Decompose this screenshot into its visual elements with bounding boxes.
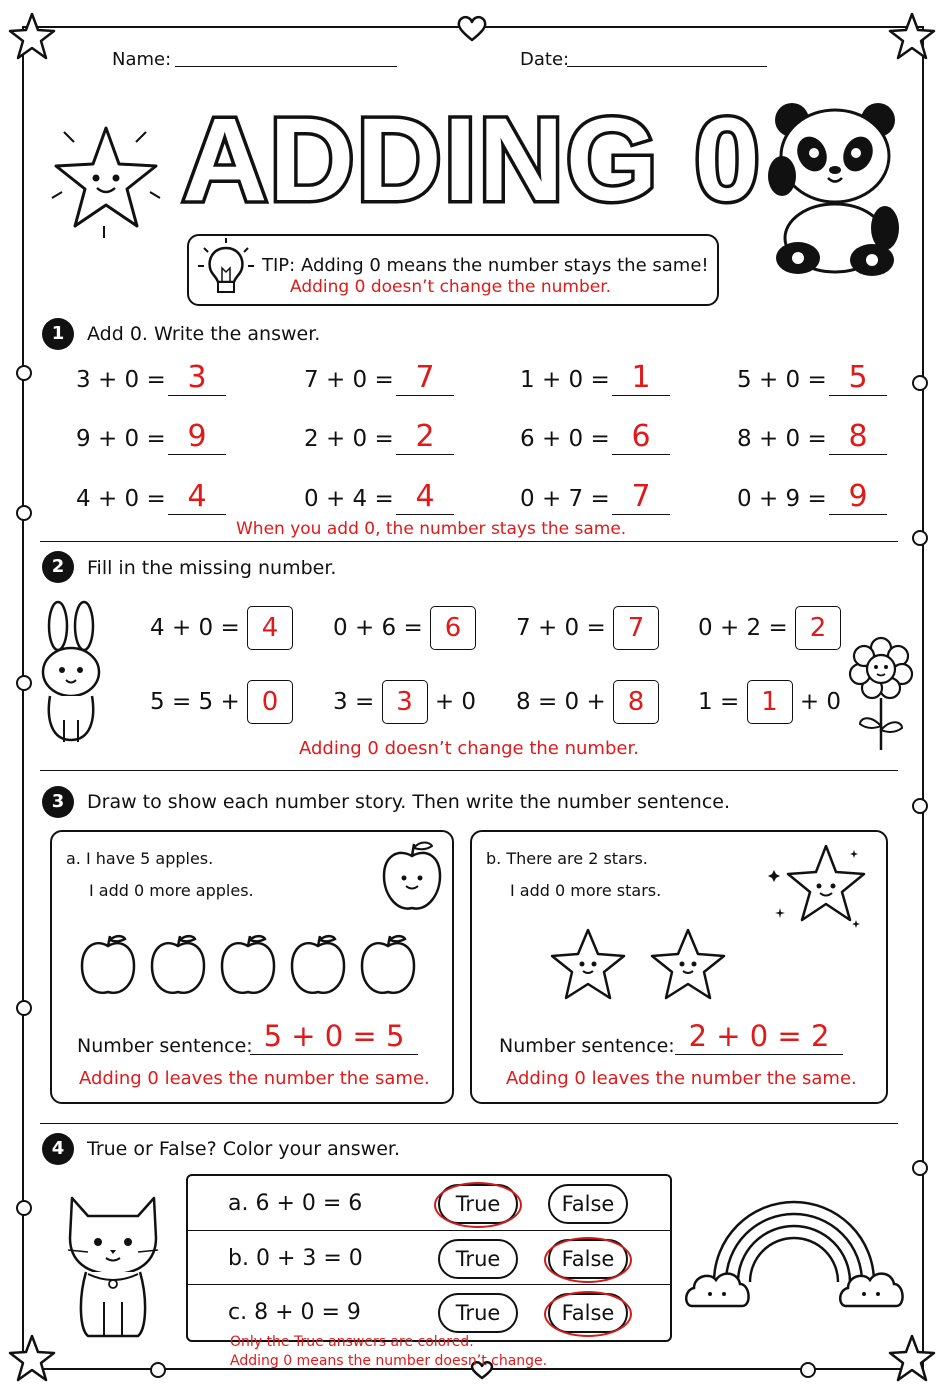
- equation-text: 2 + 0 =: [304, 426, 394, 452]
- equation-text: 8 + 0 =: [737, 426, 827, 452]
- name-label: Name:: [112, 49, 172, 70]
- border-knot-icon: [16, 1000, 32, 1016]
- rainbow-icon: [684, 1186, 904, 1316]
- section2-title: Fill in the missing number.: [87, 557, 337, 579]
- section-number-badge: 2: [42, 551, 74, 583]
- missing-number-equation: [698, 680, 841, 724]
- answer-blank[interactable]: 4: [396, 480, 454, 515]
- answer-box[interactable]: 8: [613, 680, 659, 724]
- answer-box[interactable]: 4: [247, 606, 293, 650]
- border-knot-icon: [912, 375, 928, 391]
- equation-text: 6 + 0 =: [520, 426, 610, 452]
- equation-text: 0 + 4 =: [304, 486, 394, 512]
- border-knot-icon: [800, 1362, 816, 1378]
- story-b-sentence-label: Number sentence:: [499, 1035, 675, 1057]
- story-a-line1: a. I have 5 apples.: [66, 849, 214, 868]
- equation-text: 7 + 0 =: [516, 615, 606, 641]
- section1-note: When you add 0, the number stays the same.: [236, 519, 627, 539]
- section3-title: Draw to show each number story. Then write the number sentence.: [87, 791, 731, 813]
- story-a-line2: I add 0 more apples.: [89, 881, 254, 900]
- border-knot-icon: [150, 1362, 166, 1378]
- answer-blank[interactable]: 7: [396, 361, 454, 396]
- story-b-note: Adding 0 leaves the number the same.: [506, 1068, 857, 1089]
- story-b-answer[interactable]: 2 + 0 = 2: [675, 1018, 843, 1055]
- missing-number-equation: [333, 606, 476, 650]
- border-knot-icon: [912, 530, 928, 546]
- answer-box[interactable]: 7: [613, 606, 659, 650]
- missing-number-equation: [150, 680, 293, 724]
- tip-main-text: TIP: Adding 0 means the number stays the same!: [262, 255, 709, 276]
- panda-icon: [760, 98, 910, 278]
- apple-icon: [152, 936, 204, 993]
- border-knot-icon: [912, 1160, 928, 1176]
- table-divider: [188, 1230, 670, 1231]
- date-label: Date:: [520, 49, 570, 70]
- answer-circle-mark: [544, 1237, 632, 1283]
- true-option-button[interactable]: True: [438, 1239, 518, 1279]
- section4-note1: Only the True answers are colored.: [230, 1334, 474, 1350]
- border-knot-icon: [912, 798, 928, 814]
- false-option-button[interactable]: False: [548, 1293, 628, 1333]
- missing-number-equation: [333, 680, 476, 724]
- star-icon: [652, 930, 724, 998]
- border-knot-icon: [16, 1200, 32, 1216]
- answer-box[interactable]: 6: [430, 606, 476, 650]
- name-line[interactable]: [175, 66, 397, 67]
- answer-blank[interactable]: 3: [168, 361, 226, 396]
- equation-text: + 0: [799, 689, 842, 715]
- answer-blank[interactable]: 6: [612, 420, 670, 455]
- answer-box[interactable]: 1: [747, 680, 793, 724]
- page-title: [172, 94, 772, 226]
- answer-box[interactable]: 2: [795, 606, 841, 650]
- equation-text: 3 + 0 =: [76, 367, 166, 393]
- answer-box[interactable]: 3: [382, 680, 428, 724]
- section-number-badge: 4: [42, 1133, 74, 1165]
- section4-title: True or False? Color your answer.: [87, 1138, 401, 1160]
- answer-blank[interactable]: 8: [829, 420, 887, 455]
- answer-blank[interactable]: 9: [829, 480, 887, 515]
- corner-star-icon: [890, 14, 934, 58]
- section2-note: Adding 0 doesn’t change the number.: [299, 738, 639, 759]
- section1-title: Add 0. Write the answer.: [87, 323, 321, 345]
- star-icon: [552, 930, 624, 998]
- equation-text: 7 + 0 =: [304, 367, 394, 393]
- equation-text: 5 + 0 =: [737, 367, 827, 393]
- equation-text: 4 + 0 =: [150, 615, 240, 641]
- cat-icon: [58, 1190, 168, 1340]
- section4-note2: Adding 0 means the number doesn’t change.: [230, 1353, 548, 1369]
- answer-blank[interactable]: 4: [168, 480, 226, 515]
- corner-star-icon: [890, 1336, 934, 1380]
- answer-box[interactable]: 0: [247, 680, 293, 724]
- lightbulb-icon: [196, 238, 256, 298]
- equation-text: 1 =: [698, 689, 740, 715]
- section-number-badge: 1: [42, 318, 74, 350]
- section-divider: [40, 541, 898, 542]
- apple-face-icon: [380, 840, 444, 916]
- bunny-icon: [32, 600, 112, 750]
- equation-text: 0 + 2 =: [698, 615, 788, 641]
- apple-icon: [222, 936, 274, 993]
- missing-number-equation: [516, 606, 659, 650]
- equation-text: 3 =: [333, 689, 375, 715]
- equation-text: 0 + 9 =: [737, 486, 827, 512]
- story-b-line1: b. There are 2 stars.: [486, 849, 648, 868]
- apple-icon: [82, 936, 134, 993]
- equation-text: 1 + 0 =: [520, 367, 610, 393]
- story-a-sentence-label: Number sentence:: [77, 1035, 253, 1057]
- story-a-answer[interactable]: 5 + 0 = 5: [250, 1018, 418, 1055]
- missing-number-equation: [150, 606, 293, 650]
- svg-text:ADDING 0: ADDING 0: [182, 94, 762, 226]
- answer-circle-mark: [434, 1182, 522, 1228]
- false-option-button[interactable]: False: [548, 1184, 628, 1224]
- answer-blank[interactable]: 9: [168, 420, 226, 455]
- equation-text: + 0: [434, 689, 477, 715]
- two-stars-drawing: [548, 926, 738, 1006]
- equation-text: 4 + 0 =: [76, 486, 166, 512]
- border-knot-icon: [16, 505, 32, 521]
- section-divider: [40, 770, 898, 771]
- table-divider: [188, 1284, 670, 1285]
- equation-text: 9 + 0 =: [76, 426, 166, 452]
- tip-sub-text: Adding 0 doesn’t change the number.: [290, 277, 612, 297]
- true-option-button[interactable]: True: [438, 1293, 518, 1333]
- statement-text: a. 6 + 0 = 6: [228, 1191, 363, 1216]
- answer-blank[interactable]: 5: [829, 361, 887, 396]
- answer-blank[interactable]: 1: [612, 361, 670, 396]
- section-divider: [40, 1123, 898, 1124]
- answer-circle-mark: [544, 1291, 632, 1337]
- false-option-button[interactable]: False: [548, 1239, 628, 1279]
- story-b-line2: I add 0 more stars.: [510, 881, 662, 900]
- border-knot-icon: [16, 365, 32, 381]
- corner-star-icon: [10, 1336, 54, 1380]
- missing-number-equation: [516, 680, 659, 724]
- answer-blank[interactable]: 7: [612, 480, 670, 515]
- equation-text: 0 + 6 =: [333, 615, 423, 641]
- border-knot-icon: [16, 675, 32, 691]
- statement-text: b. 0 + 3 = 0: [228, 1246, 363, 1271]
- smiling-star-icon: [770, 842, 870, 932]
- statement-text: c. 8 + 0 = 9: [228, 1300, 361, 1325]
- section-number-badge: 3: [42, 786, 74, 818]
- date-line[interactable]: [567, 66, 767, 67]
- flower-icon: [846, 634, 916, 754]
- cloud-icon: [686, 1274, 748, 1306]
- missing-number-equation: [698, 606, 841, 650]
- five-apples-drawing: [78, 932, 428, 1002]
- apple-icon: [292, 936, 344, 993]
- true-option-button[interactable]: True: [438, 1184, 518, 1224]
- apple-icon: [362, 936, 414, 993]
- corner-star-icon: [10, 14, 54, 58]
- equation-text: 8 = 0 +: [516, 689, 606, 715]
- story-a-note: Adding 0 leaves the number the same.: [79, 1068, 430, 1089]
- equation-text: 5 = 5 +: [150, 689, 240, 715]
- heart-icon: [459, 17, 486, 40]
- equation-text: 0 + 7 =: [520, 486, 610, 512]
- answer-blank[interactable]: 2: [396, 420, 454, 455]
- smiling-star-icon: [46, 122, 166, 242]
